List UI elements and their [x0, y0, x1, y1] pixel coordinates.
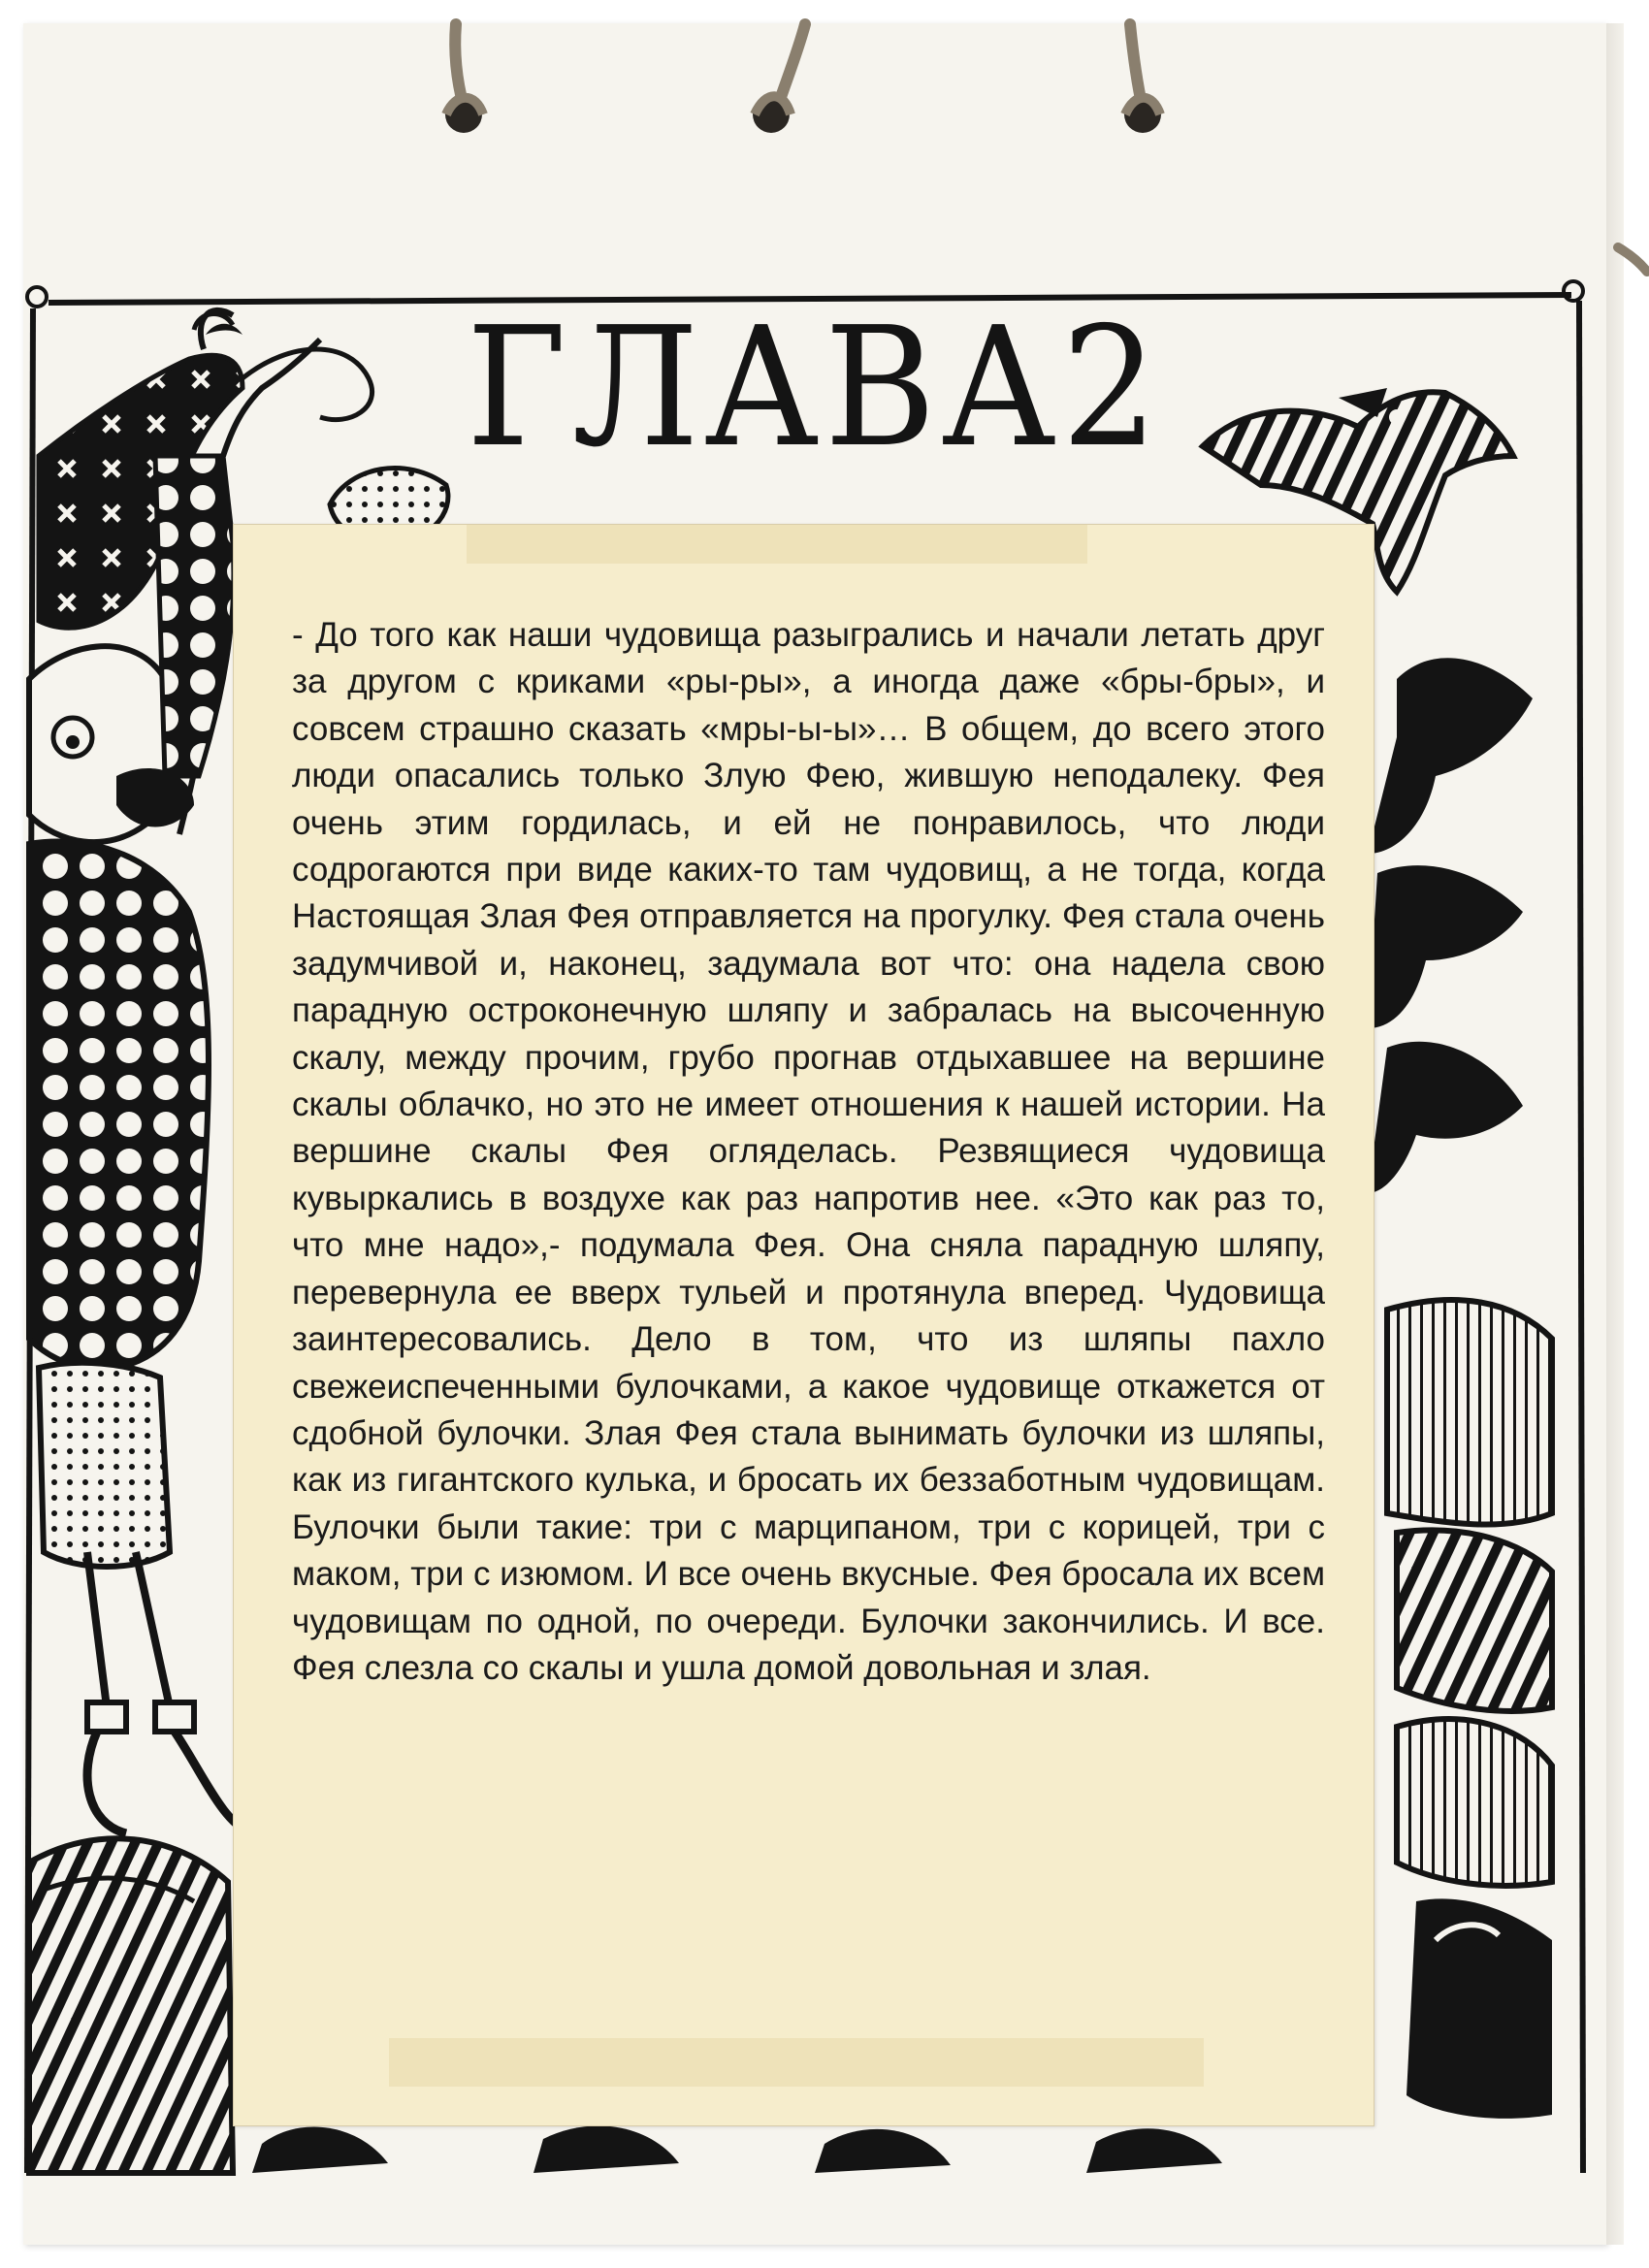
story-panel [233, 524, 1374, 2126]
tape-strip [467, 525, 1087, 564]
binding-hole-icon [445, 96, 1161, 133]
story-text: - До того как наши чудовища разыгрались и начали летать друг за другом с криками «ры-ры», а иногда даже «бры-бры», и совсем страшно сказать «мры-ы-ы»… В общем, до всего этого люди опасались только Злую Фею, жившую неподалеку. Фея очень этим гордилась, и ей не понравилось, что люди содрогаются при виде каких-то там чудовищ, а не тогда, когда Настоящая Злая Фея отправляется на прогулку. Фея стала очень задумчивой и, наконец, задумала вот что: она надела свою парадную остроконечную шляпу и забралась на высоченную скалу, между прочим, грубо прогнав отдыхавшее на вершине скалы облачко, но это не имеет отношения к нашей истории. На вершине скалы Фея огляделась. Резвящиеся чудовища кувыркались в воздухе как раз напротив нее. «Это как раз то, что мне надо»,- подумала Фея. Она сняла парадную шляпу, перевернула ее вверх тульей и протянула вперед. Чудовища заинтересовались. Дело в том, что из шляпы пахло свежеиспеченными булочками, а какое чудовище откажется от сдобной булочки. Злая Фея стала вынимать булочки из шляпы, как из гигантского кулька, и бросать их беззаботным чудовищам. Булочки были такие: три с марципаном, три с корицей, три с маком, три с изюмом. И все очень вкусные. Фея бросала их всем чудовищам по одной, по очереди. Булочки закончились. И все. Фея слезла со скалы и ушла домой довольная и злая. [292, 616, 1325, 1687]
chapter-title: ГЛАВА2 [466, 292, 1164, 484]
monster-feet-illustration [252, 2125, 1222, 2173]
rock-illustration [29, 1838, 233, 2173]
binding-cord-icon [455, 24, 1647, 272]
tape-strip [389, 2038, 1204, 2087]
monster-illustration-icon [1368, 658, 1552, 2119]
